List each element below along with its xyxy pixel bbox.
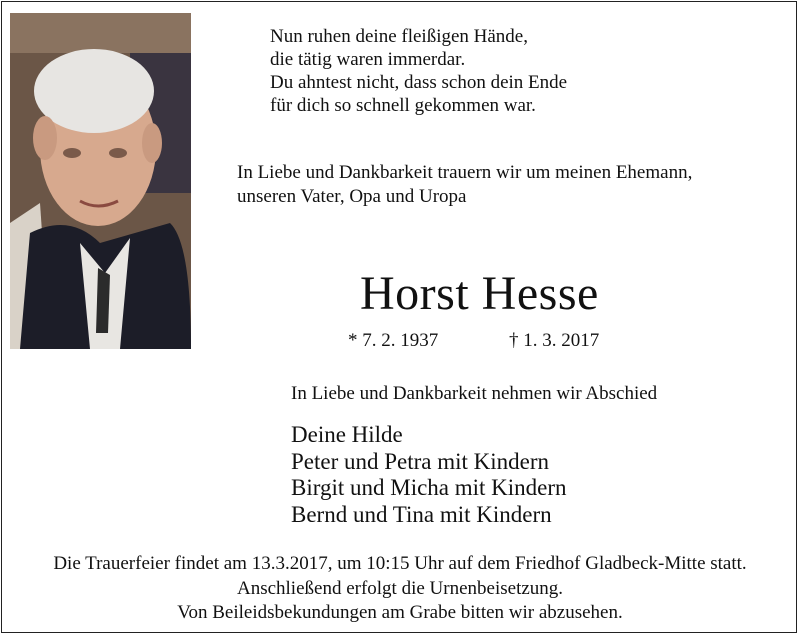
death-date: † 1. 3. 2017 xyxy=(509,330,600,351)
farewell-line: In Liebe und Dankbarkeit nehmen wir Abschied xyxy=(291,383,658,404)
poem-line: Du ahntest nicht, dass schon dein Ende xyxy=(270,72,568,93)
footer-line: Die Trauerfeier findet am 13.3.2017, um 10:15 Uhr auf dem Friedhof Gladbeck-Mitte statt. xyxy=(53,553,747,574)
intro-line: unseren Vater, Opa und Uropa xyxy=(237,186,467,207)
footer-line: Von Beileidsbekundungen am Grabe bitten wir abzusehen. xyxy=(177,602,623,623)
deceased-name: Horst Hesse xyxy=(360,267,599,320)
poem-line: die tätig waren immerdar. xyxy=(270,49,466,70)
family-member: Birgit und Micha mit Kindern xyxy=(291,475,567,500)
birth-date: * 7. 2. 1937 xyxy=(348,330,439,351)
family-member: Peter und Petra mit Kindern xyxy=(291,448,550,474)
poem xyxy=(270,25,567,117)
intro-line: In Liebe und Dankbarkeit trauern wir um meinen Ehemann, xyxy=(237,162,693,183)
footer-line: Anschließend erfolgt die Urnenbeisetzung. xyxy=(236,577,564,599)
poem-line: Nun ruhen deine fleißigen Hände, xyxy=(270,26,528,47)
mourning-intro xyxy=(237,161,692,209)
family-member: Bernd und Tina mit Kindern xyxy=(291,501,552,527)
poem-line: für dich so schnell gekommen war. xyxy=(270,95,536,116)
family-member: Deine Hilde xyxy=(291,422,403,447)
portrait-photo xyxy=(10,13,191,349)
funeral-info xyxy=(0,552,800,626)
family-signatures xyxy=(291,422,567,528)
